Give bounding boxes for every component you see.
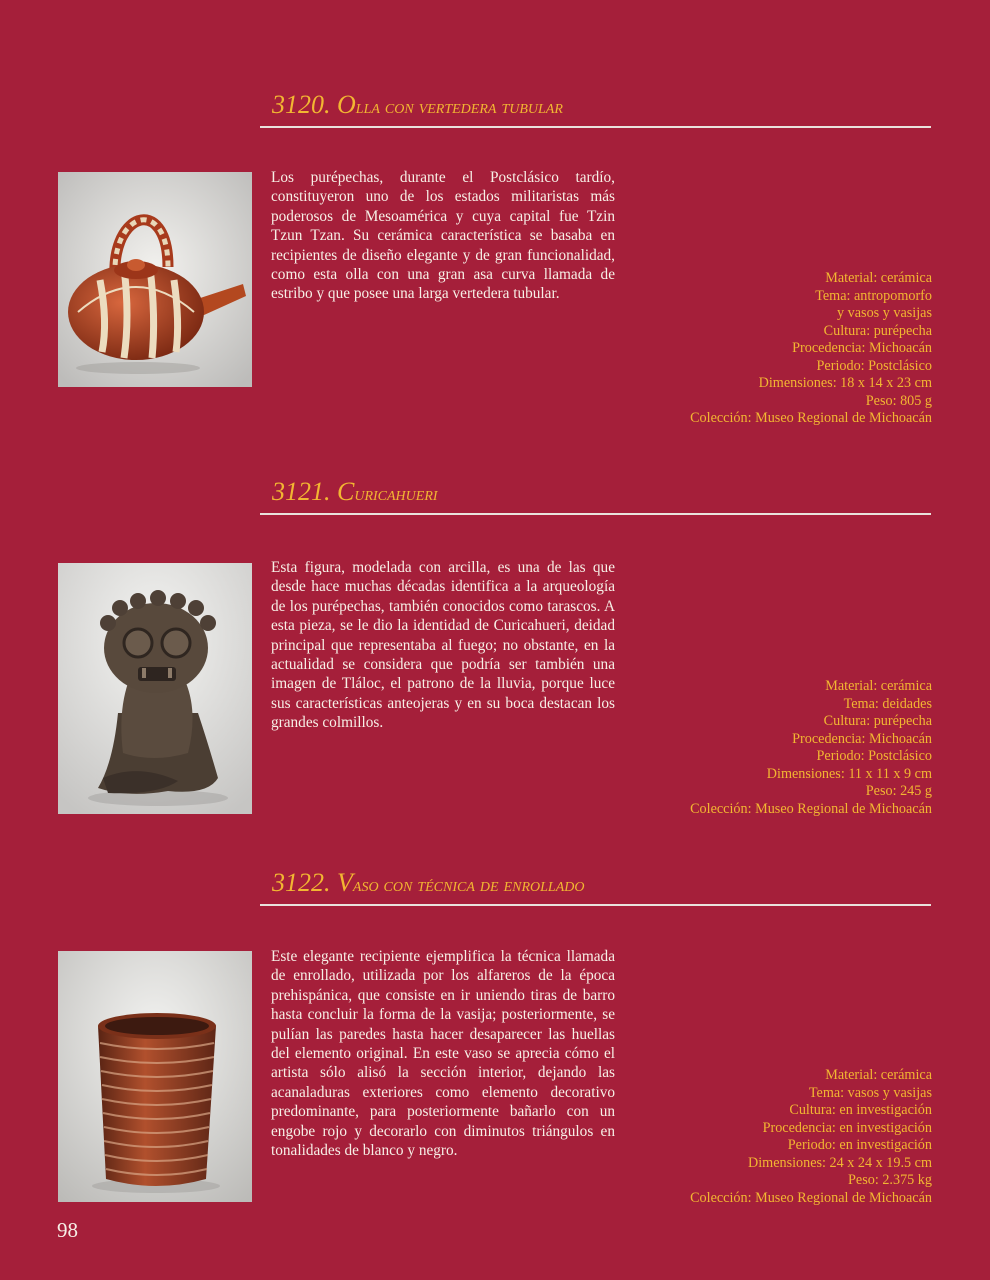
meta-line: Cultura: purépecha	[823, 322, 932, 339]
meta-line: Dimensiones: 18 x 14 x 23 cm	[758, 375, 932, 391]
meta-line: Dimensiones: 24 x 24 x 19.5 cm	[747, 1154, 932, 1171]
entry-number: 3120.	[272, 90, 331, 119]
title-initial: O	[337, 90, 356, 119]
meta-line: Peso: 245 g	[865, 783, 932, 799]
title-initial: V	[337, 868, 353, 897]
meta-line: Cultura: purépecha	[823, 713, 932, 729]
entry-metadata	[612, 1067, 932, 1207]
entry-metadata	[612, 678, 932, 818]
meta-line: Tema: vasos y vasijas	[808, 1084, 932, 1101]
olla-vertedera-photo	[58, 172, 252, 387]
title-rule	[260, 513, 931, 515]
title-initial: C	[337, 477, 355, 506]
meta-line: Material: cerámica	[825, 1067, 932, 1083]
title-rest: lla con vertedera tubular	[355, 96, 563, 118]
entry-description: Esta figura, modelada con arcilla, es una de las que desde hace muchas décadas identifica a la arqueología de los purépechas, también conocidos como tarascos. A esta pieza, se le dio la identidad de Curicahueri, deidad principal que representaba al fuego; no obstante, en la actualidad se considera que podría ser también una imagen de Tláloc, el patrono de la lluvia, porque luce sus características anteojeras y en su boca destacan los grandes colmillos.	[271, 559, 615, 732]
meta-line: Cultura: en investigación	[789, 1102, 932, 1118]
meta-line: Procedencia: en investigación	[762, 1119, 932, 1136]
meta-line: Periodo: Postclásico	[816, 357, 932, 374]
entry-title	[272, 477, 438, 509]
page-number: 98	[57, 1218, 78, 1242]
title-rule	[260, 904, 931, 906]
meta-line: Material: cerámica	[825, 270, 932, 286]
title-rest: uricahueri	[354, 483, 438, 505]
meta-line: Peso: 805 g	[865, 392, 932, 409]
vaso-enrollado-photo	[58, 951, 252, 1202]
entry-description: Este elegante recipiente ejemplifica la técnica llamada de enrollado, utilizada por los alfareros de la época prehispánica, que consiste en ir uniendo tiras de barro hasta concluir la forma de la vasija; posteriormente, se pulían las paredes hasta hacer desaparecer las huellas del elemento original. En este vaso se aprecia cómo el artista sólo alisó la sección interior, dejando las acanaladuras exteriores como elemento decorativo predominante, para posteriormente bañarlo con un engobe rojo y decorarlo con diminutos triángulos en tonalidades de blanco y negro.	[271, 948, 615, 1160]
meta-line: y vasos y vasijas	[837, 305, 932, 321]
meta-line: Periodo: Postclásico	[816, 748, 932, 764]
meta-line: Material: cerámica	[825, 678, 932, 694]
entry-number: 3122.	[272, 868, 331, 897]
meta-line: Colección: Museo Regional de Michoacán	[690, 1189, 932, 1206]
meta-line: Colección: Museo Regional de Michoacán	[690, 410, 932, 426]
meta-line: Procedencia: Michoacán	[792, 730, 932, 747]
title-rule	[260, 126, 931, 128]
meta-line: Colección: Museo Regional de Michoacán	[690, 800, 932, 817]
entry-title	[272, 90, 563, 122]
curicahueri-photo	[58, 563, 252, 814]
title-rest: aso con técnica de enrollado	[352, 874, 585, 896]
meta-line: Dimensiones: 11 x 11 x 9 cm	[766, 765, 932, 782]
meta-line: Tema: antropomorfo	[815, 287, 932, 304]
entry-description: Los purépechas, durante el Postclásico tardío, constituyeron uno de los estados militaristas más poderosos de Mesoamérica y cuya capital fue Tzin Tzun Tzan. Su cerámica característica se basaba en recipientes de diseño elegante y de gran funcionalidad, como esta olla con una gran asa curva llamada de estribo y que posee una larga vertedera tubular.	[271, 169, 615, 303]
meta-line: Periodo: en investigación	[787, 1137, 932, 1153]
entry-number: 3121.	[272, 477, 331, 506]
entry-title	[272, 868, 584, 900]
meta-line: Peso: 2.375 kg	[848, 1172, 932, 1188]
meta-line: Tema: deidades	[843, 695, 932, 712]
meta-line: Procedencia: Michoacán	[792, 340, 932, 356]
entry-metadata	[612, 270, 932, 428]
